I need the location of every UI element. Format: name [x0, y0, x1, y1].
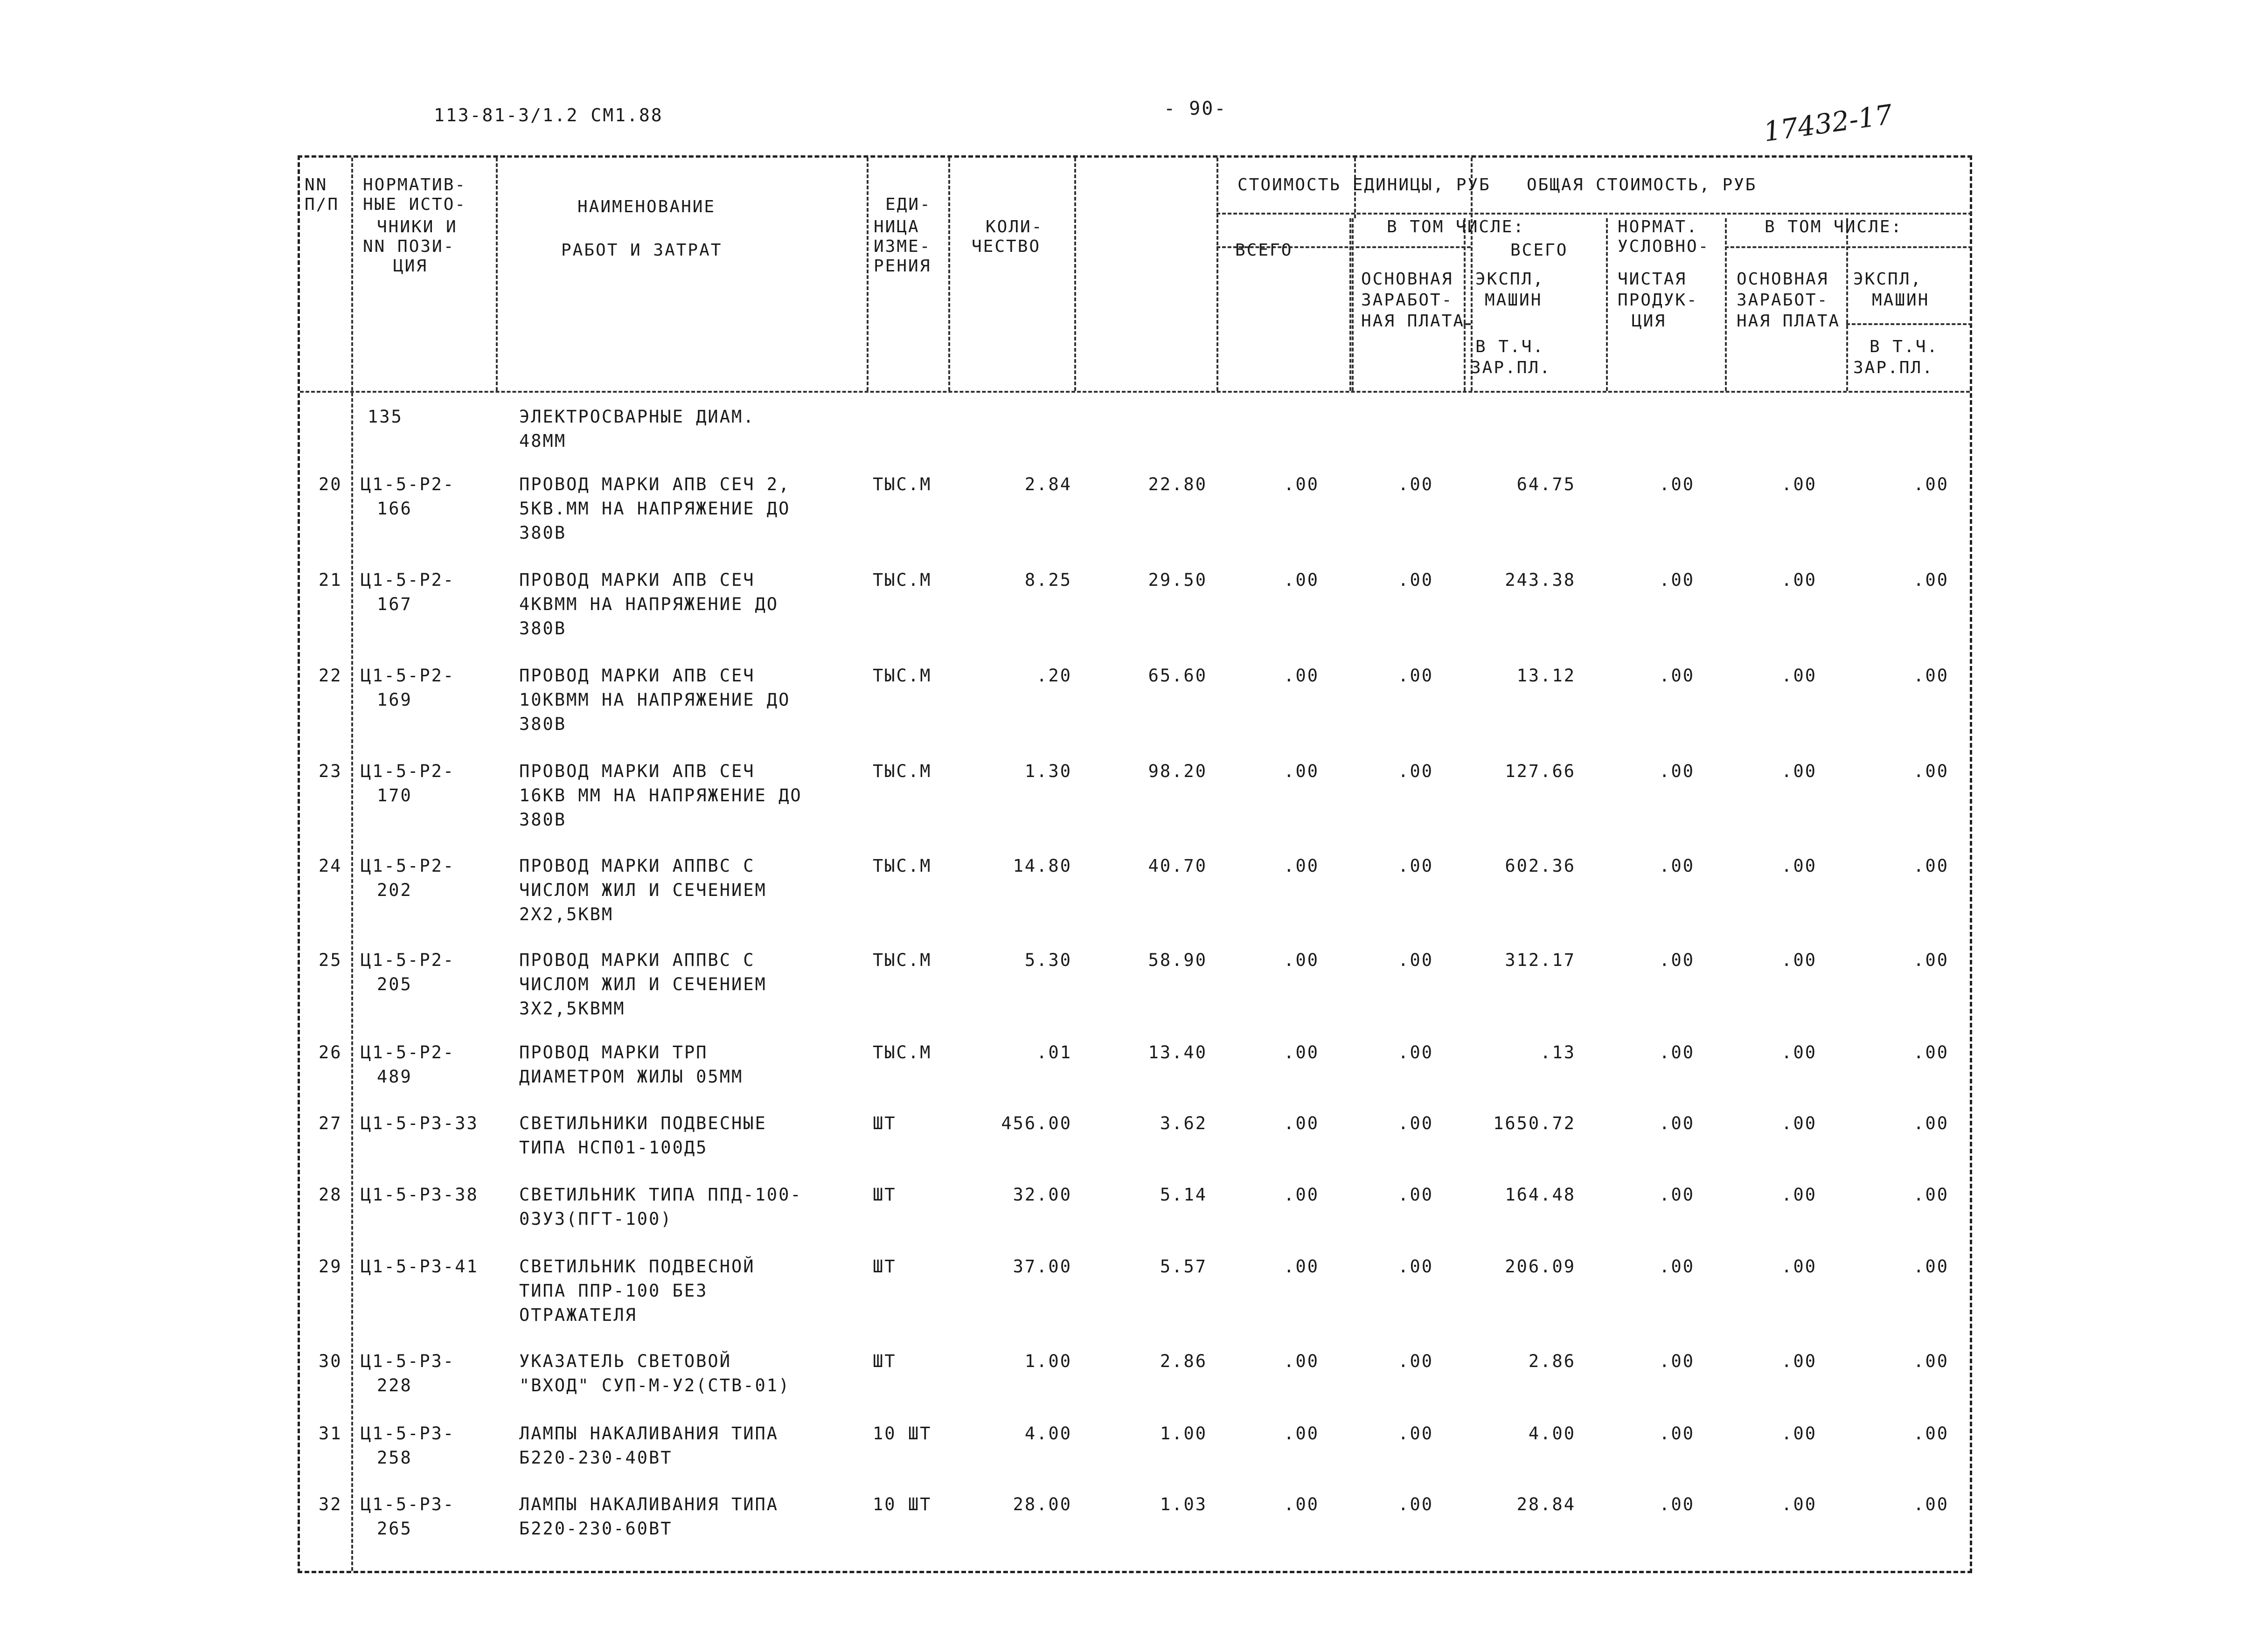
col-unit-vtom: В ТОМ ЧИСЛЕ: — [1387, 217, 1525, 236]
col-norm-3: ЧНИКИ И — [377, 217, 458, 236]
row-norm-code: Ц1-5-Р2- — [361, 761, 455, 781]
row-name-line: ЧИСЛОМ ЖИЛ И СЕЧЕНИЕМ — [519, 880, 767, 900]
row-qty: 8.25 — [1024, 570, 1072, 590]
row-t-expl: .00 — [1913, 761, 1949, 781]
row-t-expl: .00 — [1913, 1494, 1949, 1514]
handwritten-reference: 17432-17 — [1761, 98, 1895, 148]
row-u-total: 1.00 — [1160, 1423, 1207, 1444]
col-unit-expl-1: ЭКСПЛ, — [1475, 270, 1545, 289]
col-norm-1: НОРМАТИВ- — [363, 175, 467, 194]
row-t-expl: .00 — [1913, 666, 1949, 686]
row-name-line: ДИАМЕТРОМ ЖИЛЫ 05ММ — [519, 1067, 744, 1087]
row-name-line: ТИПА НСП01-100Д5 — [519, 1138, 708, 1158]
row-norm-code: 228 — [377, 1375, 412, 1395]
row-name-line: ПРОВОД МАРКИ АППВС С — [519, 856, 755, 876]
row-name-line: ПРОВОД МАРКИ АПВ СЕЧ — [519, 570, 755, 590]
row-t-norm: .00 — [1659, 570, 1695, 590]
row-qty: 32.00 — [1013, 1185, 1072, 1205]
row-t-expl: .00 — [1913, 856, 1949, 876]
row-norm-code: Ц1-5-Р2- — [361, 1042, 455, 1062]
row-name-line: ПРОВОД МАРКИ АПВ СЕЧ — [519, 666, 755, 686]
col-norm-5: ЦИЯ — [393, 257, 428, 276]
row-t-norm: .00 — [1659, 474, 1695, 494]
row-norm-code: Ц1-5-Р3-33 — [361, 1113, 479, 1133]
row-name-line: 03У3(ПГТ-100) — [519, 1209, 673, 1229]
row-u-osn: .00 — [1284, 570, 1319, 590]
row-u-osn: .00 — [1284, 1351, 1319, 1371]
row-name-line: Б220-230-60ВТ — [519, 1519, 673, 1539]
row-name-line: СВЕТИЛЬНИК ПОДВЕСНОЙ — [519, 1256, 755, 1277]
row-name-line: УКАЗАТЕЛЬ СВЕТОВОЙ — [519, 1351, 731, 1371]
row-t-expl: .00 — [1913, 1351, 1949, 1371]
row-t-osn: .00 — [1781, 950, 1817, 970]
row-u-total: 13.40 — [1148, 1042, 1207, 1062]
row-t-norm: .00 — [1659, 1423, 1695, 1444]
row-u-total: 58.90 — [1148, 950, 1207, 970]
row-qty: 5.30 — [1024, 950, 1072, 970]
col-total-vtom: В ТОМ ЧИСЛЕ: — [1765, 217, 1903, 236]
row-t-total: 64.75 — [1516, 474, 1576, 494]
row-u-expl: .00 — [1398, 1113, 1433, 1133]
row-t-osn: .00 — [1781, 570, 1817, 590]
row-norm-code: 170 — [377, 785, 412, 805]
row-norm-code: Ц1-5-Р2- — [361, 666, 455, 686]
row-t-expl: .00 — [1913, 1185, 1949, 1205]
row-number: 23 — [319, 761, 342, 781]
row-t-norm: .00 — [1659, 1351, 1695, 1371]
row-t-osn: .00 — [1781, 666, 1817, 686]
row-name-line: ЛАМПЫ НАКАЛИВАНИЯ ТИПА — [519, 1423, 779, 1444]
row-number: 22 — [319, 666, 342, 686]
row-qty: 456.00 — [1001, 1113, 1072, 1133]
row-unit: ШТ — [873, 1113, 897, 1133]
col-unit-vtch-1: В Т.Ч. — [1475, 337, 1545, 356]
row-qty: 28.00 — [1013, 1494, 1072, 1514]
row-name-line: 2Х2,5КВМ — [519, 904, 614, 924]
col-total-expl-1: ЭКСПЛ, — [1853, 270, 1923, 289]
col-qty-2: ЧЕСТВО — [972, 237, 1041, 256]
row-unit: ТЫС.М — [873, 1042, 932, 1062]
row-norm-code: 166 — [377, 499, 412, 519]
row-u-osn: .00 — [1284, 1113, 1319, 1133]
row-t-expl: .00 — [1913, 1256, 1949, 1277]
col-total-vsego: ВСЕГО — [1510, 241, 1568, 260]
row-norm-code: Ц1-5-Р3-38 — [361, 1185, 479, 1205]
estimate-table — [298, 155, 1972, 1573]
row-number: 30 — [319, 1351, 342, 1371]
row-name-line: ЧИСЛОМ ЖИЛ И СЕЧЕНИЕМ — [519, 974, 767, 994]
row-number: 28 — [319, 1185, 342, 1205]
row-name-line: ПРОВОД МАРКИ АПВ СЕЧ 2, — [519, 474, 791, 494]
row-qty: 1.00 — [1024, 1351, 1072, 1371]
row-norm-code: Ц1-5-Р2- — [361, 950, 455, 970]
row-name-line: 380В — [519, 618, 567, 639]
col-unit-osn-1: ОСНОВНАЯ — [1361, 270, 1453, 289]
row-name-line: ПРОВОД МАРКИ АППВС С — [519, 950, 755, 970]
row-norm-code: 167 — [377, 594, 412, 614]
row-t-total: 312.17 — [1505, 950, 1576, 970]
row-unit: ШТ — [873, 1256, 897, 1277]
col-normat-3: ЧИСТАЯ — [1618, 270, 1687, 289]
col-unit-osn-2: ЗАРАБОТ- — [1361, 291, 1453, 310]
row-name-line: 10КВММ НА НАПРЯЖЕНИЕ ДО — [519, 690, 791, 710]
col-norm-2: НЫЕ ИСТО- — [363, 195, 467, 214]
row-u-total: 29.50 — [1148, 570, 1207, 590]
row-t-expl: .00 — [1913, 1113, 1949, 1133]
row-u-osn: .00 — [1284, 474, 1319, 494]
row-u-expl: .00 — [1398, 666, 1433, 686]
col-total-cost: ОБЩАЯ СТОИМОСТЬ, РУБ — [1527, 175, 1757, 194]
row-norm-code: 265 — [377, 1519, 412, 1539]
row-t-expl: .00 — [1913, 1423, 1949, 1444]
col-total-osn-1: ОСНОВНАЯ — [1737, 270, 1829, 289]
row-t-total: 2.86 — [1528, 1351, 1576, 1371]
row-number: 27 — [319, 1113, 342, 1133]
row-number: 32 — [319, 1494, 342, 1514]
col-unit-1: ЕДИ- — [885, 195, 931, 214]
row-u-expl: .00 — [1398, 950, 1433, 970]
continuation-name-1: ЭЛЕКТРОСВАРНЫЕ ДИАМ. — [519, 407, 755, 427]
row-number: 20 — [319, 474, 342, 494]
row-t-total: 1650.72 — [1493, 1113, 1576, 1133]
row-norm-code: 205 — [377, 974, 412, 994]
row-unit: ШТ — [873, 1185, 897, 1205]
col-norm-4: NN ПОЗИ- — [363, 237, 455, 256]
row-u-osn: .00 — [1284, 666, 1319, 686]
row-norm-code: Ц1-5-Р3- — [361, 1494, 455, 1514]
row-qty: 4.00 — [1024, 1423, 1072, 1444]
row-unit: ТЫС.М — [873, 761, 932, 781]
row-t-osn: .00 — [1781, 761, 1817, 781]
row-name-line: ПРОВОД МАРКИ ТРП — [519, 1042, 708, 1062]
row-u-total: 2.86 — [1160, 1351, 1207, 1371]
row-u-osn: .00 — [1284, 1494, 1319, 1514]
row-t-norm: .00 — [1659, 1042, 1695, 1062]
col-normat-4: ПРОДУК- — [1618, 291, 1698, 310]
row-t-expl: .00 — [1913, 950, 1949, 970]
col-total-osn-2: ЗАРАБОТ- — [1737, 291, 1829, 310]
col-normat-5: ЦИЯ — [1632, 312, 1667, 331]
row-t-expl: .00 — [1913, 570, 1949, 590]
col-unit-expl-2: МАШИН — [1485, 291, 1543, 310]
row-t-osn: .00 — [1781, 1423, 1817, 1444]
row-t-total: .13 — [1540, 1042, 1576, 1062]
row-qty: 14.80 — [1013, 856, 1072, 876]
row-u-expl: .00 — [1398, 1494, 1433, 1514]
row-qty: 1.30 — [1024, 761, 1072, 781]
row-qty: .01 — [1036, 1042, 1072, 1062]
row-name-line: 380В — [519, 810, 567, 830]
row-t-osn: .00 — [1781, 474, 1817, 494]
row-u-osn: .00 — [1284, 1256, 1319, 1277]
col-unit-vsego: ВСЕГО — [1235, 241, 1293, 260]
row-u-expl: .00 — [1398, 1185, 1433, 1205]
row-norm-code: Ц1-5-Р3-41 — [361, 1256, 479, 1277]
row-name-line: ТИПА ППР-100 БЕЗ — [519, 1281, 708, 1301]
row-u-total: 40.70 — [1148, 856, 1207, 876]
row-name-line: Б220-230-40ВТ — [519, 1448, 673, 1468]
row-u-total: 65.60 — [1148, 666, 1207, 686]
row-t-total: 28.84 — [1516, 1494, 1576, 1514]
row-t-osn: .00 — [1781, 1494, 1817, 1514]
row-t-total: 13.12 — [1516, 666, 1576, 686]
col-unit-cost: СТОИМОСТЬ ЕДИНИЦЫ, РУБ — [1237, 175, 1491, 194]
row-t-norm: .00 — [1659, 950, 1695, 970]
row-u-osn: .00 — [1284, 1185, 1319, 1205]
row-t-osn: .00 — [1781, 1256, 1817, 1277]
row-number: 26 — [319, 1042, 342, 1062]
row-name-line: 16КВ ММ НА НАПРЯЖЕНИЕ ДО — [519, 785, 802, 805]
row-name-line: "ВХОД" СУП-М-У2(СТВ-01) — [519, 1375, 791, 1395]
row-name-line: СВЕТИЛЬНИКИ ПОДВЕСНЫЕ — [519, 1113, 767, 1133]
row-t-total: 4.00 — [1528, 1423, 1576, 1444]
row-t-norm: .00 — [1659, 856, 1695, 876]
row-u-total: 22.80 — [1148, 474, 1207, 494]
col-total-vtch-2: ЗАР.ПЛ. — [1853, 358, 1934, 377]
row-u-expl: .00 — [1398, 761, 1433, 781]
row-t-norm: .00 — [1659, 666, 1695, 686]
row-number: 24 — [319, 856, 342, 876]
col-nn: NN — [305, 175, 328, 194]
row-qty: 37.00 — [1013, 1256, 1072, 1277]
row-t-norm: .00 — [1659, 1494, 1695, 1514]
row-qty: .20 — [1036, 666, 1072, 686]
row-name-line: ПРОВОД МАРКИ АПВ СЕЧ — [519, 761, 755, 781]
col-unit-3: ИЗМЕ- — [874, 237, 931, 256]
row-u-osn: .00 — [1284, 950, 1319, 970]
col-name-1: НАИМЕНОВАНИЕ — [577, 197, 716, 216]
row-t-total: 243.38 — [1505, 570, 1576, 590]
row-unit: ТЫС.М — [873, 474, 932, 494]
row-unit: ТЫС.М — [873, 856, 932, 876]
row-unit: 10 ШТ — [873, 1494, 932, 1514]
row-u-osn: .00 — [1284, 1423, 1319, 1444]
col-unit-2: НИЦА — [874, 217, 920, 236]
row-unit: ТЫС.М — [873, 666, 932, 686]
row-u-expl: .00 — [1398, 1423, 1433, 1444]
col-qty-1: КОЛИ- — [986, 217, 1043, 236]
row-t-norm: .00 — [1659, 761, 1695, 781]
col-normat-1: НОРМАТ. — [1618, 217, 1698, 236]
row-norm-code: 489 — [377, 1067, 412, 1087]
row-number: 21 — [319, 570, 342, 590]
row-qty: 2.84 — [1024, 474, 1072, 494]
col-total-vtch-1: В Т.Ч. — [1870, 337, 1939, 356]
row-u-total: 5.57 — [1160, 1256, 1207, 1277]
row-t-osn: .00 — [1781, 856, 1817, 876]
row-norm-code: Ц1-5-Р2- — [361, 856, 455, 876]
row-u-total: 5.14 — [1160, 1185, 1207, 1205]
col-name-2: РАБОТ И ЗАТРАТ — [561, 241, 723, 260]
row-u-expl: .00 — [1398, 1351, 1433, 1371]
col-total-expl-2: МАШИН — [1872, 291, 1930, 310]
col-unit-vtch-2: ЗАР.ПЛ. — [1471, 358, 1551, 377]
row-number: 31 — [319, 1423, 342, 1444]
row-norm-code: Ц1-5-Р3- — [361, 1423, 455, 1444]
col-unit-osn-3: НАЯ ПЛАТА — [1361, 312, 1465, 331]
row-number: 25 — [319, 950, 342, 970]
row-t-total: 602.36 — [1505, 856, 1576, 876]
col-pp: П/П — [305, 195, 340, 214]
row-unit: 10 ШТ — [873, 1423, 932, 1444]
row-t-total: 206.09 — [1505, 1256, 1576, 1277]
row-name-line: 380В — [519, 523, 567, 543]
row-u-osn: .00 — [1284, 1042, 1319, 1062]
col-total-osn-3: НАЯ ПЛАТА — [1737, 312, 1841, 331]
row-u-total: 3.62 — [1160, 1113, 1207, 1133]
row-norm-code: 202 — [377, 880, 412, 900]
row-u-expl: .00 — [1398, 856, 1433, 876]
continuation-norm: 135 — [368, 407, 403, 427]
row-number: 29 — [319, 1256, 342, 1277]
row-norm-code: 258 — [377, 1448, 412, 1468]
row-t-expl: .00 — [1913, 1042, 1949, 1062]
row-unit: ТЫС.М — [873, 570, 932, 590]
row-norm-code: Ц1-5-Р2- — [361, 474, 455, 494]
document-code: 113-81-3/1.2 СМ1.88 — [434, 105, 663, 125]
row-name-line: ЛАМПЫ НАКАЛИВАНИЯ ТИПА — [519, 1494, 779, 1514]
row-name-line: 380В — [519, 714, 567, 734]
row-t-total: 127.66 — [1505, 761, 1576, 781]
row-u-expl: .00 — [1398, 570, 1433, 590]
row-u-osn: .00 — [1284, 856, 1319, 876]
row-name-line: 4КВММ НА НАПРЯЖЕНИЕ ДО — [519, 594, 779, 614]
row-norm-code: Ц1-5-Р3- — [361, 1351, 455, 1371]
row-t-osn: .00 — [1781, 1042, 1817, 1062]
row-norm-code: Ц1-5-Р2- — [361, 570, 455, 590]
continuation-name-2: 48ММ — [519, 431, 567, 451]
row-unit: ШТ — [873, 1351, 897, 1371]
row-t-expl: .00 — [1913, 474, 1949, 494]
row-u-expl: .00 — [1398, 1042, 1433, 1062]
row-u-total: 98.20 — [1148, 761, 1207, 781]
row-name-line: 5КВ.ММ НА НАПРЯЖЕНИЕ ДО — [519, 499, 791, 519]
row-name-line: СВЕТИЛЬНИК ТИПА ППД-100- — [519, 1185, 802, 1205]
row-t-osn: .00 — [1781, 1351, 1817, 1371]
page-number: - 90- — [1164, 98, 1227, 119]
row-name-line: ОТРАЖАТЕЛЯ — [519, 1305, 637, 1325]
row-u-expl: .00 — [1398, 474, 1433, 494]
row-t-total: 164.48 — [1505, 1185, 1576, 1205]
col-unit-4: РЕНИЯ — [874, 257, 931, 276]
row-t-osn: .00 — [1781, 1113, 1817, 1133]
row-t-norm: .00 — [1659, 1256, 1695, 1277]
col-normat-2: УСЛОВНО- — [1618, 237, 1710, 256]
row-t-osn: .00 — [1781, 1185, 1817, 1205]
row-t-norm: .00 — [1659, 1113, 1695, 1133]
row-norm-code: 169 — [377, 690, 412, 710]
row-unit: ТЫС.М — [873, 950, 932, 970]
row-t-norm: .00 — [1659, 1185, 1695, 1205]
row-u-expl: .00 — [1398, 1256, 1433, 1277]
row-u-osn: .00 — [1284, 761, 1319, 781]
row-name-line: 3Х2,5КВММ — [519, 999, 626, 1019]
row-u-total: 1.03 — [1160, 1494, 1207, 1514]
